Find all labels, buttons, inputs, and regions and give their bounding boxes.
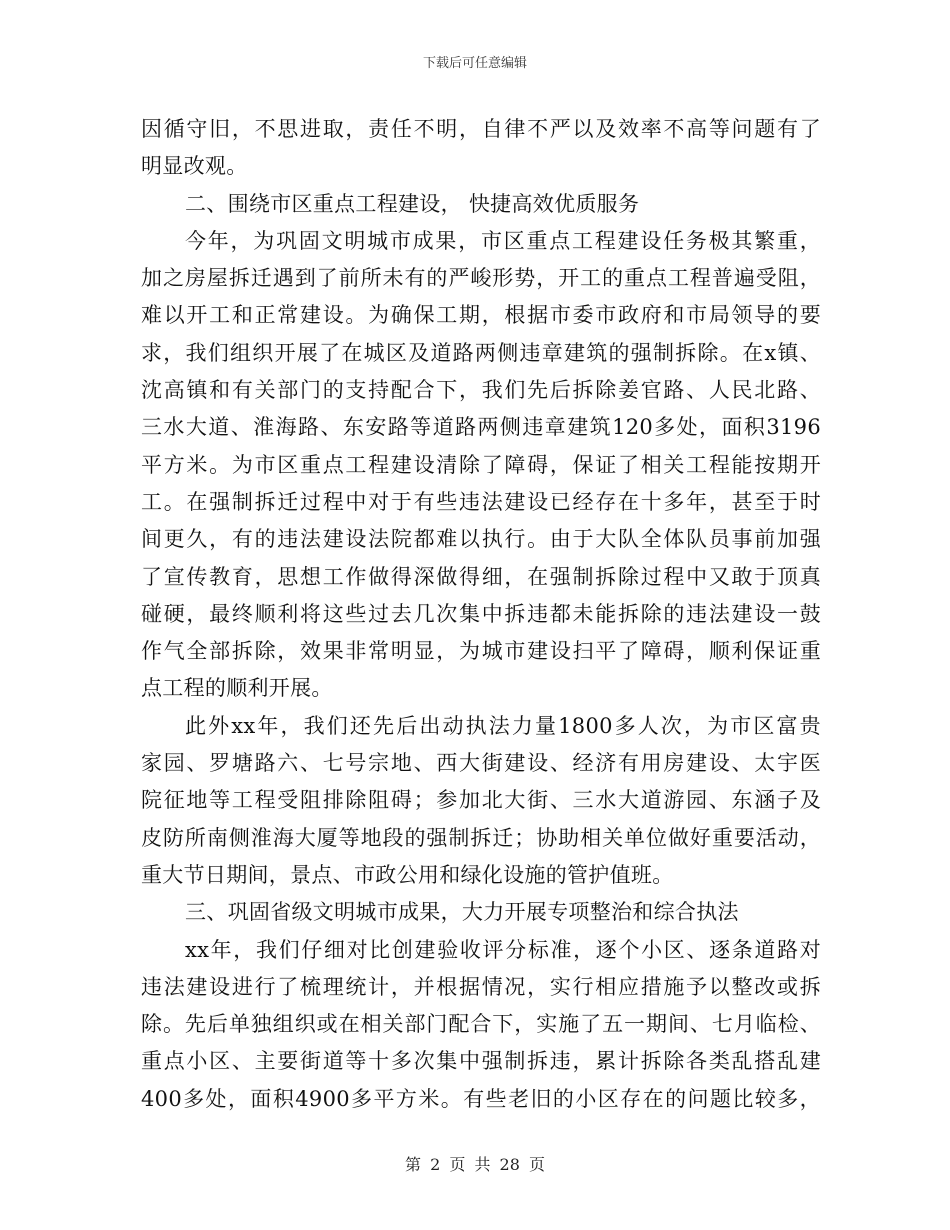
text-line: 求，我们组织开展了在城区及道路两侧违章建筑的强制拆除。在x镇、 [141, 340, 821, 365]
text-line: 皮防所南侧淮海大厦等地段的强制拆迁；协助相关单位做好重要活动， [141, 825, 821, 850]
text-line: xx年，我们仔细对比创建验收评分标准，逐个小区、逐条道路对 [185, 937, 821, 962]
text-line: 除。先后单独组织或在相关部门配合下，实施了五一期间、七月临检、 [141, 1012, 821, 1037]
text-line: 平方米。为市区重点工程建设清除了障碍，保证了相关工程能按期开 [141, 452, 821, 477]
document-body [141, 111, 821, 1118]
text-line: 因循守旧，不思进取，责任不明，自律不严以及效率不高等问题有了 [141, 117, 821, 141]
text-line: 今年，为巩固文明城市成果，市区重点工程建设任务极其繁重， [185, 228, 821, 253]
text-line: 点工程的顺利开展。 [141, 676, 333, 701]
text-line: 加之房屋拆迁遇到了前所未有的严峻形势，开工的重点工程普遍受阻， [141, 266, 821, 291]
text-line: 难以开工和正常建设。为确保工期，根据市委市政府和市局领导的要 [141, 303, 821, 328]
text-line: 此外xx年，我们还先后出动执法力量1800多人次，为市区富贵 [185, 713, 821, 738]
text-line: 碰硬，最终顺利将这些过去几次集中拆违都未能拆除的违法建设一鼓 [141, 601, 821, 626]
text-line: 工。在强制拆迁过程中对于有些违法建设已经存在十多年，甚至于时 [141, 489, 821, 514]
text-line: 三水大道、淮海路、东安路等道路两侧违章建筑120多处，面积3196 [141, 415, 821, 440]
text-line: 了宣传教育，思想工作做得深做得细，在强制拆除过程中又敢于顶真 [141, 564, 821, 589]
text-line: 作气全部拆除，效果非常明显，为城市建设扫平了障碍，顺利保证重 [141, 639, 821, 664]
text-line: 二、围绕市区重点工程建设， 快捷高效优质服务 [185, 191, 640, 216]
text-line: 违法建设进行了梳理统计，并根据情况，实行相应措施予以整改或拆 [141, 974, 821, 999]
text-line: 重点小区、主要街道等十多次集中强制拆违，累计拆除各类乱搭乱建 [141, 1049, 821, 1074]
page-number-footer: 第 2 页 共 28 页 [405, 1155, 545, 1174]
text-line: 三、巩固省级文明城市成果，大力开展专项整治和综合执法 [185, 900, 739, 925]
text-line: 院征地等工程受阻排除阻碍；参加北大街、三水大道游园、东涵子及 [141, 788, 821, 813]
text-line: 400多处，面积4900多平方米。有些老旧的小区存在的问题比较多， [141, 1086, 821, 1111]
page-header: 下载后可任意编辑 [422, 56, 527, 71]
text-line: 重大节日期间，景点、市政公用和绿化设施的管护值班。 [141, 862, 674, 887]
text-line: 沈高镇和有关部门的支持配合下，我们先后拆除姜官路、人民北路、 [141, 378, 821, 403]
text-line: 家园、罗塘路六、七号宗地、西大街建设、经济有用房建设、太宇医 [141, 751, 821, 776]
text-line: 间更久，有的违法建设法院都难以执行。由于大队全体队员事前加强 [141, 527, 821, 552]
text-line: 明显改观。 [141, 154, 248, 179]
